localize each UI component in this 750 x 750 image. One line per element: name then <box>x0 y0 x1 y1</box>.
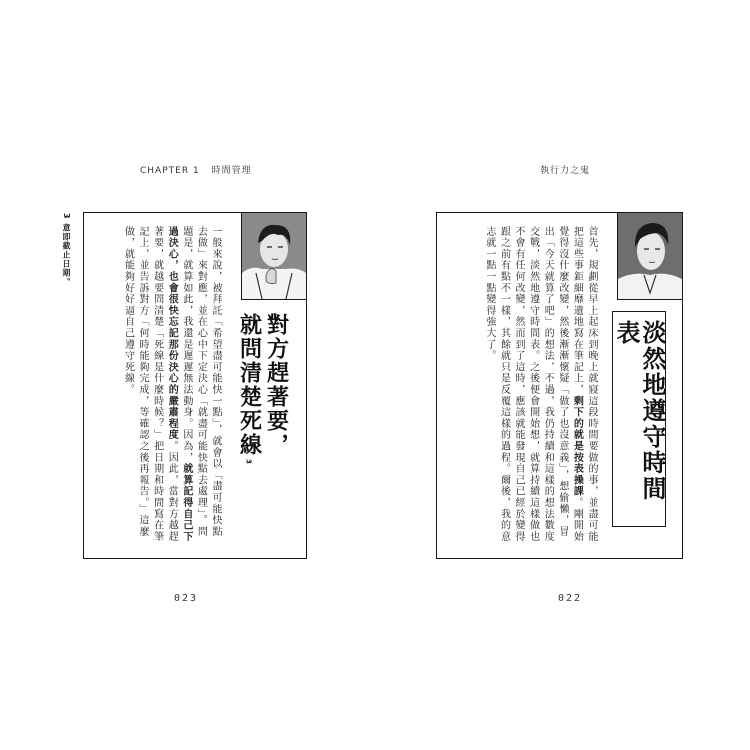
chapter-title: 時間管理 <box>211 166 252 176</box>
right-page <box>375 0 750 750</box>
paragraph-text-1: 一般來說，被拜託「希望盡可能快一點」，就會以「盡可能快點去做」來對應，並在心中下定決心「就盡可能快點去處理」。問題是，就算如此，我還是遲遲無法動身。因為， <box>180 226 221 538</box>
paragraph-text-2: 。剛開始覺得沒什麼改變，然後漸漸懷疑「做了也沒意義」，想偷懶，冒出「今天就算了吧」的想法，不過，我仍持續和這樣的想法數度交戰，淡然地遵守時間表。之後便會開始想，就算持續這樣做也不會有任何改變，然而到了這時，應該就能發現自己已經於變得跟之前有點不一樣，其餘就只是反覆這樣的過程。爾後，我的意志就一點一點變得強大了。 <box>483 226 583 543</box>
page-number: 022 <box>558 593 583 604</box>
body-paragraph <box>481 226 598 548</box>
paragraph-text-1: 首先，規劃從早上起床到晚上就寢這段時間要做的事，並盡可能把這些事鉅細靡遺地寫在筆記上， <box>571 226 597 543</box>
footnote: 3 意即截止日期。 <box>62 213 71 287</box>
content-frame <box>436 212 683 559</box>
section-title <box>612 311 666 527</box>
chapter-header <box>140 163 252 176</box>
title-line-2: 就問清楚死線 <box>236 313 262 457</box>
footnote-marker: 3 <box>244 459 253 466</box>
page-number: 023 <box>174 593 199 604</box>
portrait-illustration <box>617 213 682 300</box>
title-line-1: 對方趕著要， <box>263 313 289 457</box>
title-line-2: 遵守時間表 <box>612 320 666 502</box>
chapter-number: 1 <box>192 166 200 176</box>
section-title <box>236 309 289 535</box>
paragraph-bold: 剩下的就是按表操課 <box>571 395 583 498</box>
content-frame <box>83 212 307 559</box>
chapter-label: CHAPTER <box>140 166 190 176</box>
book-title-header: 執行力之鬼 <box>539 166 590 176</box>
title-line-1: 淡然地 <box>638 320 666 398</box>
paragraph-text-2: 。因此，當對方越趕著要，就越要問清楚「死線是什麼時候？」把日期和時間寫在筆記上，並告訴對方「何時能夠完成，等確認之後再報告。」這麼做，就能夠好好逼自己遵守死線。 <box>122 226 178 543</box>
paragraph-bold: 就算記得自己下過決心，也會很快忘記那份決心的嚴肅程度 <box>166 226 192 543</box>
body-paragraph <box>120 226 222 548</box>
portrait-illustration <box>241 213 306 300</box>
